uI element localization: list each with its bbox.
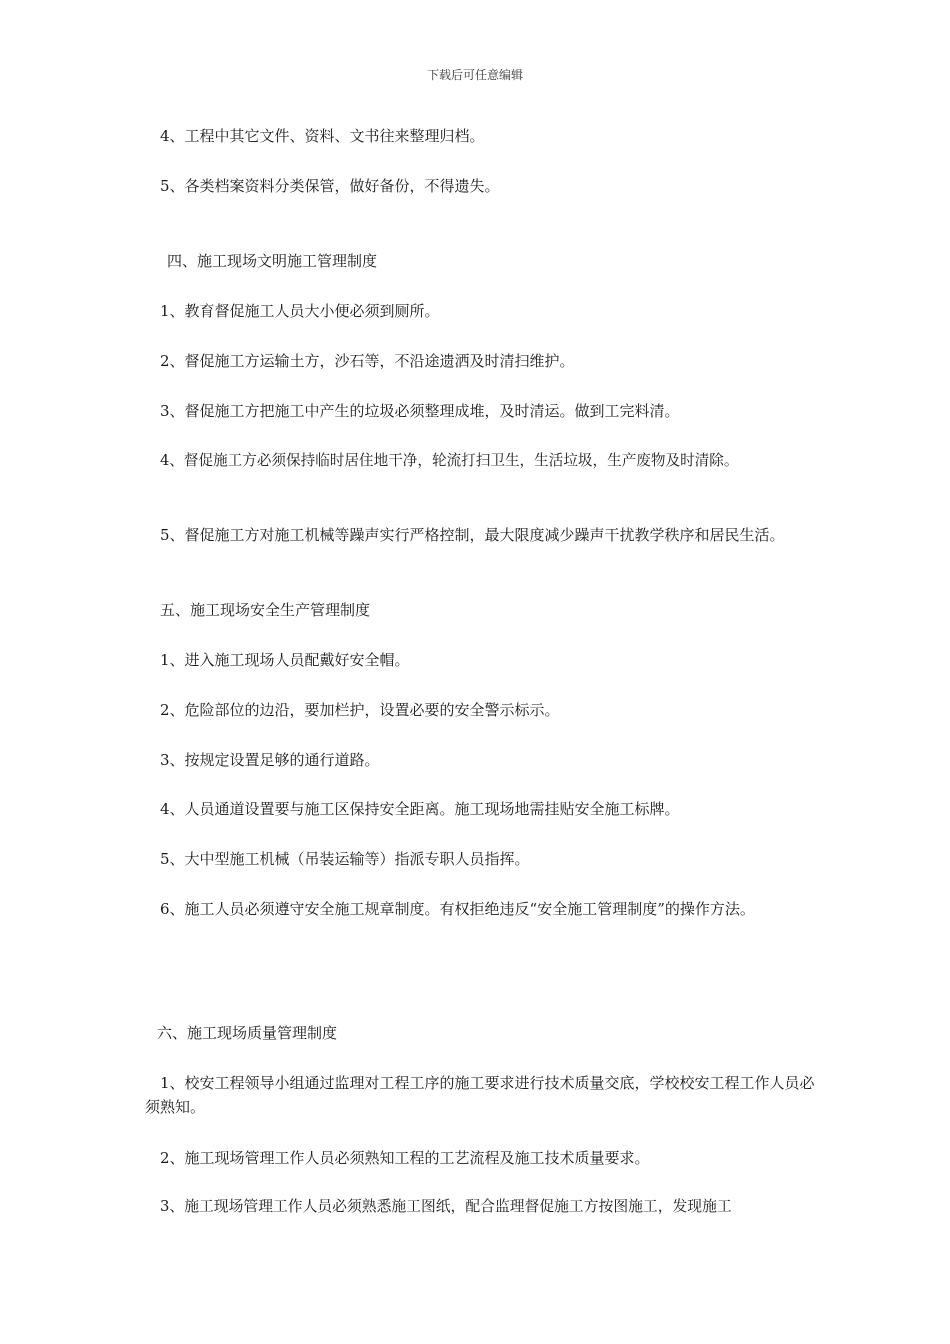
paragraph: 5、大中型施工机械（吊装运输等）指派专职人员指挥。 <box>160 850 530 868</box>
paragraph: 1、进入施工现场人员配戴好安全帽。 <box>160 651 410 669</box>
paragraph: 5、督促施工方对施工机械等躁声实行严格控制，最大限度减少躁声干扰教学秩序和居民生活。 <box>160 526 785 544</box>
paragraph: 5、各类档案资料分类保管，做好备份，不得遗失。 <box>160 177 500 195</box>
paragraph: 4、工程中其它文件、资料、文书往来整理归档。 <box>160 127 485 145</box>
paragraph: 1、校安工程领导小组通过监理对工程工序的施工要求进行技术质量交底，学校校安工程工作人员必须熟知。 <box>145 1074 815 1116</box>
paragraph: 3、督促施工方把施工中产生的垃圾必须整理成堆，及时清运。做到工完料清。 <box>160 402 680 420</box>
paragraph: 3、施工现场管理工作人员必须熟悉施工图纸，配合监理督促施工方按图施工，发现施工 <box>160 1198 732 1215</box>
paragraph: 4、督促施工方必须保持临时居住地干净，轮流打扫卫生，生活垃圾，生产废物及时清除。 <box>160 452 739 469</box>
page-header: 下载后可任意编辑 <box>426 68 523 82</box>
paragraph: 6、施工人员必须遵守安全施工规章制度。有权拒绝违反“安全施工管理制度”的操作方法。 <box>160 900 755 918</box>
paragraph: 3、按规定设置足够的通行道路。 <box>160 751 380 769</box>
paragraph: 2、危险部位的边沿，要加栏护，设置必要的安全警示标示。 <box>160 701 560 719</box>
paragraph: 2、督促施工方运输土方，沙石等，不沿途遗洒及时清扫维护。 <box>160 352 575 370</box>
section-heading: 六、施工现场质量管理制度 <box>157 1024 338 1042</box>
paragraph: 4、人员通道设置要与施工区保持安全距离。施工现场地需挂贴安全施工标牌。 <box>160 800 680 818</box>
paragraph: 2、施工现场管理工作人员必须熟知工程的工艺流程及施工技术质量要求。 <box>160 1149 650 1167</box>
section-heading: 四、施工现场文明施工管理制度 <box>167 252 378 270</box>
paragraph: 1、教育督促施工人员大小便必须到厕所。 <box>160 302 440 320</box>
section-heading: 五、施工现场安全生产管理制度 <box>160 601 371 619</box>
